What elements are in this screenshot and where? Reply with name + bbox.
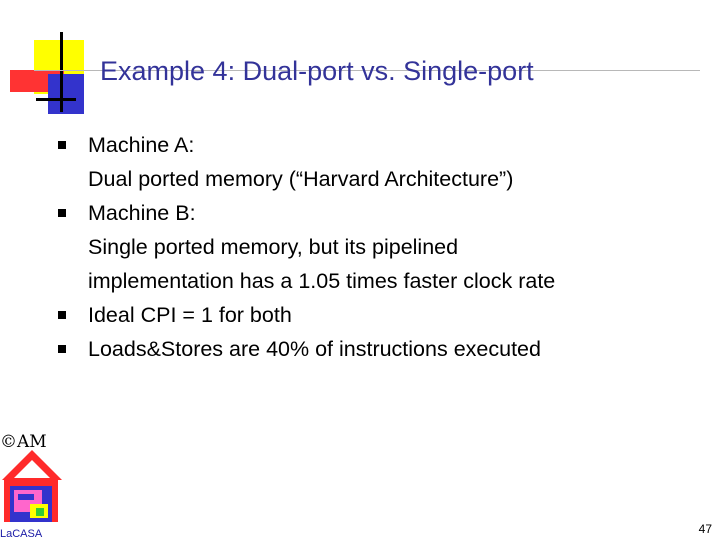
bullet-line: implementation has a 1.05 times faster clock rate: [88, 269, 556, 293]
bullet-item: [58, 298, 698, 332]
bullet-item: [58, 332, 698, 366]
bullet-square-icon: [58, 311, 66, 319]
corner-horizontal-line: [36, 98, 76, 101]
bullet-line: Loads&Stores are 40% of instructions executed: [88, 337, 541, 361]
bullet-line: Ideal CPI = 1 for both: [88, 303, 292, 327]
corner-blue-square: [48, 74, 84, 114]
bullet-line: Machine A:: [88, 133, 195, 157]
copyright-mark: ©AM: [0, 432, 47, 452]
bullet-square-icon: [58, 345, 66, 353]
bullet-square-icon: [58, 141, 66, 149]
bullet-line: Machine B:: [88, 201, 196, 225]
bullet-item: [58, 128, 698, 196]
bullet-list: [58, 128, 698, 366]
lacasa-logo-text: LaCASA: [0, 528, 43, 540]
bullet-line: Single ported memory, but its pipelined: [88, 235, 459, 259]
slide-title: Example 4: Dual-port vs. Single-port: [100, 56, 534, 86]
bullet-line: Dual ported memory (“Harvard Architecture”): [88, 167, 514, 191]
bullet-item: [58, 196, 698, 298]
lacasa-house-logo-icon: [0, 432, 64, 540]
page-number: 47: [698, 522, 712, 536]
bullet-square-icon: [58, 209, 66, 217]
